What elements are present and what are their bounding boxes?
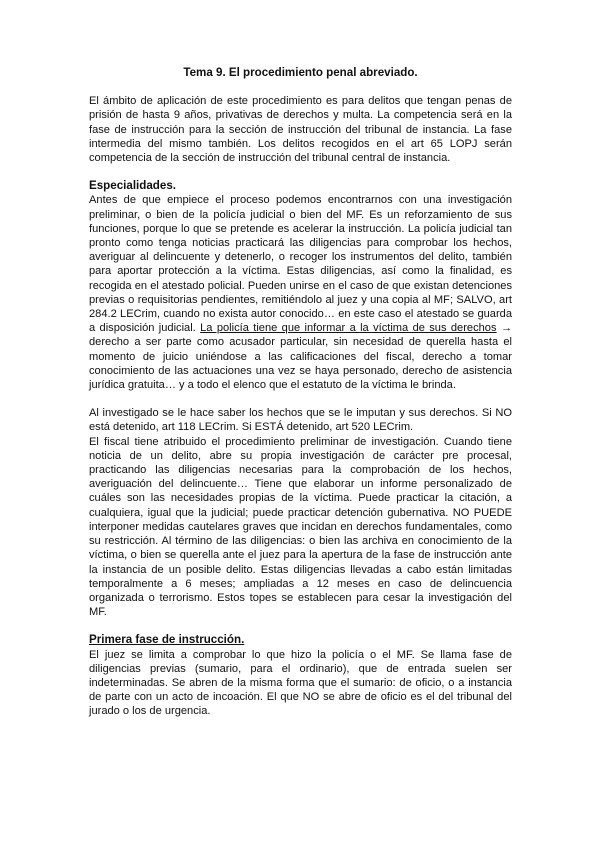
especialidades-paragraph-2: Al investigado se le hace saber los hechos que se le imputan y sus derechos. Si NO está detenido, art 118 LECrim. Si ESTÁ detenido, art 520 LECrim. [89, 407, 512, 434]
text-run: → derecho a ser parte como acusador particular, sin necesidad de querella hasta el momento de juicio uniéndose a las calificaciones del fiscal, derecho a tomar conocimiento de las actuaciones una vez se haya personado, derecho de asistencia jurídica gratuita… y a todo el elenco que el estatuto de la víctima le brinda. [89, 322, 512, 392]
section-heading-especialidades: Especialidades. [89, 179, 176, 193]
primera-fase-paragraph-1: El juez se limita a comprobar lo que hizo la policía o el MF. Se llama fase de diligencias previas (sumario, para el ordinario), que de entrada suelen ser indeterminadas. Se abren de la misma forma que el sumario: de oficio, o a instancia de parte con un acto de incoación. El que NO se abre de oficio es el del tribunal del jurado o los de urgencia. [89, 648, 512, 718]
especialidades-paragraph-3: El fiscal tiene atribuido el procedimiento preliminar de investigación. Cuando tiene noticia de un delito, abre su propia investigación de carácter pre procesal, practicando las diligencias necesarias para la comprobación de los hechos, averiguación del delincuente… Tiene que elaborar un informe personalizado de cuáles son las necesidades propias de la víctima. Puede practicar la citación, a cualquiera, igual que la judicial; puede practicar detención gubernativa. NO PUEDE interponer medidas cautelares graves que incidan en derechos fundamentales, como su restricción. Al término de las diligencias: o bien las archiva en conocimiento de la víctima, o bien se querella ante el juez para la apertura de la fase de instrucción ante la instancia de un posible delito. Estas diligencias llevadas a cabo están limitadas temporalmente a 6 meses; ampliadas a 12 meses en caso de delincuencia organizada o terrorismo. Estos topes se establecen para cesar la investigación del MF. [89, 435, 512, 619]
document-title: Tema 9. El procedimiento penal abreviado. [183, 66, 418, 79]
underlined-text: La policía tiene que informar a la víctima de sus derechos [200, 322, 497, 335]
especialidades-paragraph-1 [89, 193, 512, 392]
spacer [89, 165, 512, 179]
intro-paragraph: El ámbito de aplicación de este procedimiento es para delitos que tengan penas de prisión de hasta 9 años, privativas de derechos y multa. La competencia será en la fase de instrucción para la sección de instrucción del tribunal de instancia. La fase intermedia del mismo también. Los delitos recogidos en el art 65 LOPJ serán competencia de la sección de instrucción del tribunal central de instancia. [89, 95, 512, 165]
spacer [89, 392, 512, 406]
spacer [89, 619, 512, 633]
section-heading-primera-fase: Primera fase de instrucción. [89, 633, 245, 647]
document-page [89, 66, 512, 719]
text-run: Antes de que empiece el proceso podemos encontrarnos con una investigación preliminar, o bien de la policía judicial o bien del MF. Es un reforzamiento de sus funciones, porque lo que se pretende es acelerar la instrucción. La policía judicial tan pronto como tenga noticias practicará las diligencias para comprobar los hechos, averiguar al delincuente y detenerlo, o recoger los instrumentos del delito, también para aportar protección a la víctima. Estas diligencias, así como la finalidad, es recogida en el atestado policial. Pueden unirse en el caso de que existan detenciones previas o requisitorias pendientes, remitiéndolo al juez y una copia al MF; SALVO, art 284.2 LECrim, cuando no exista autor conocido… en este caso el atestado se guarda a disposición judicial. [89, 194, 512, 335]
